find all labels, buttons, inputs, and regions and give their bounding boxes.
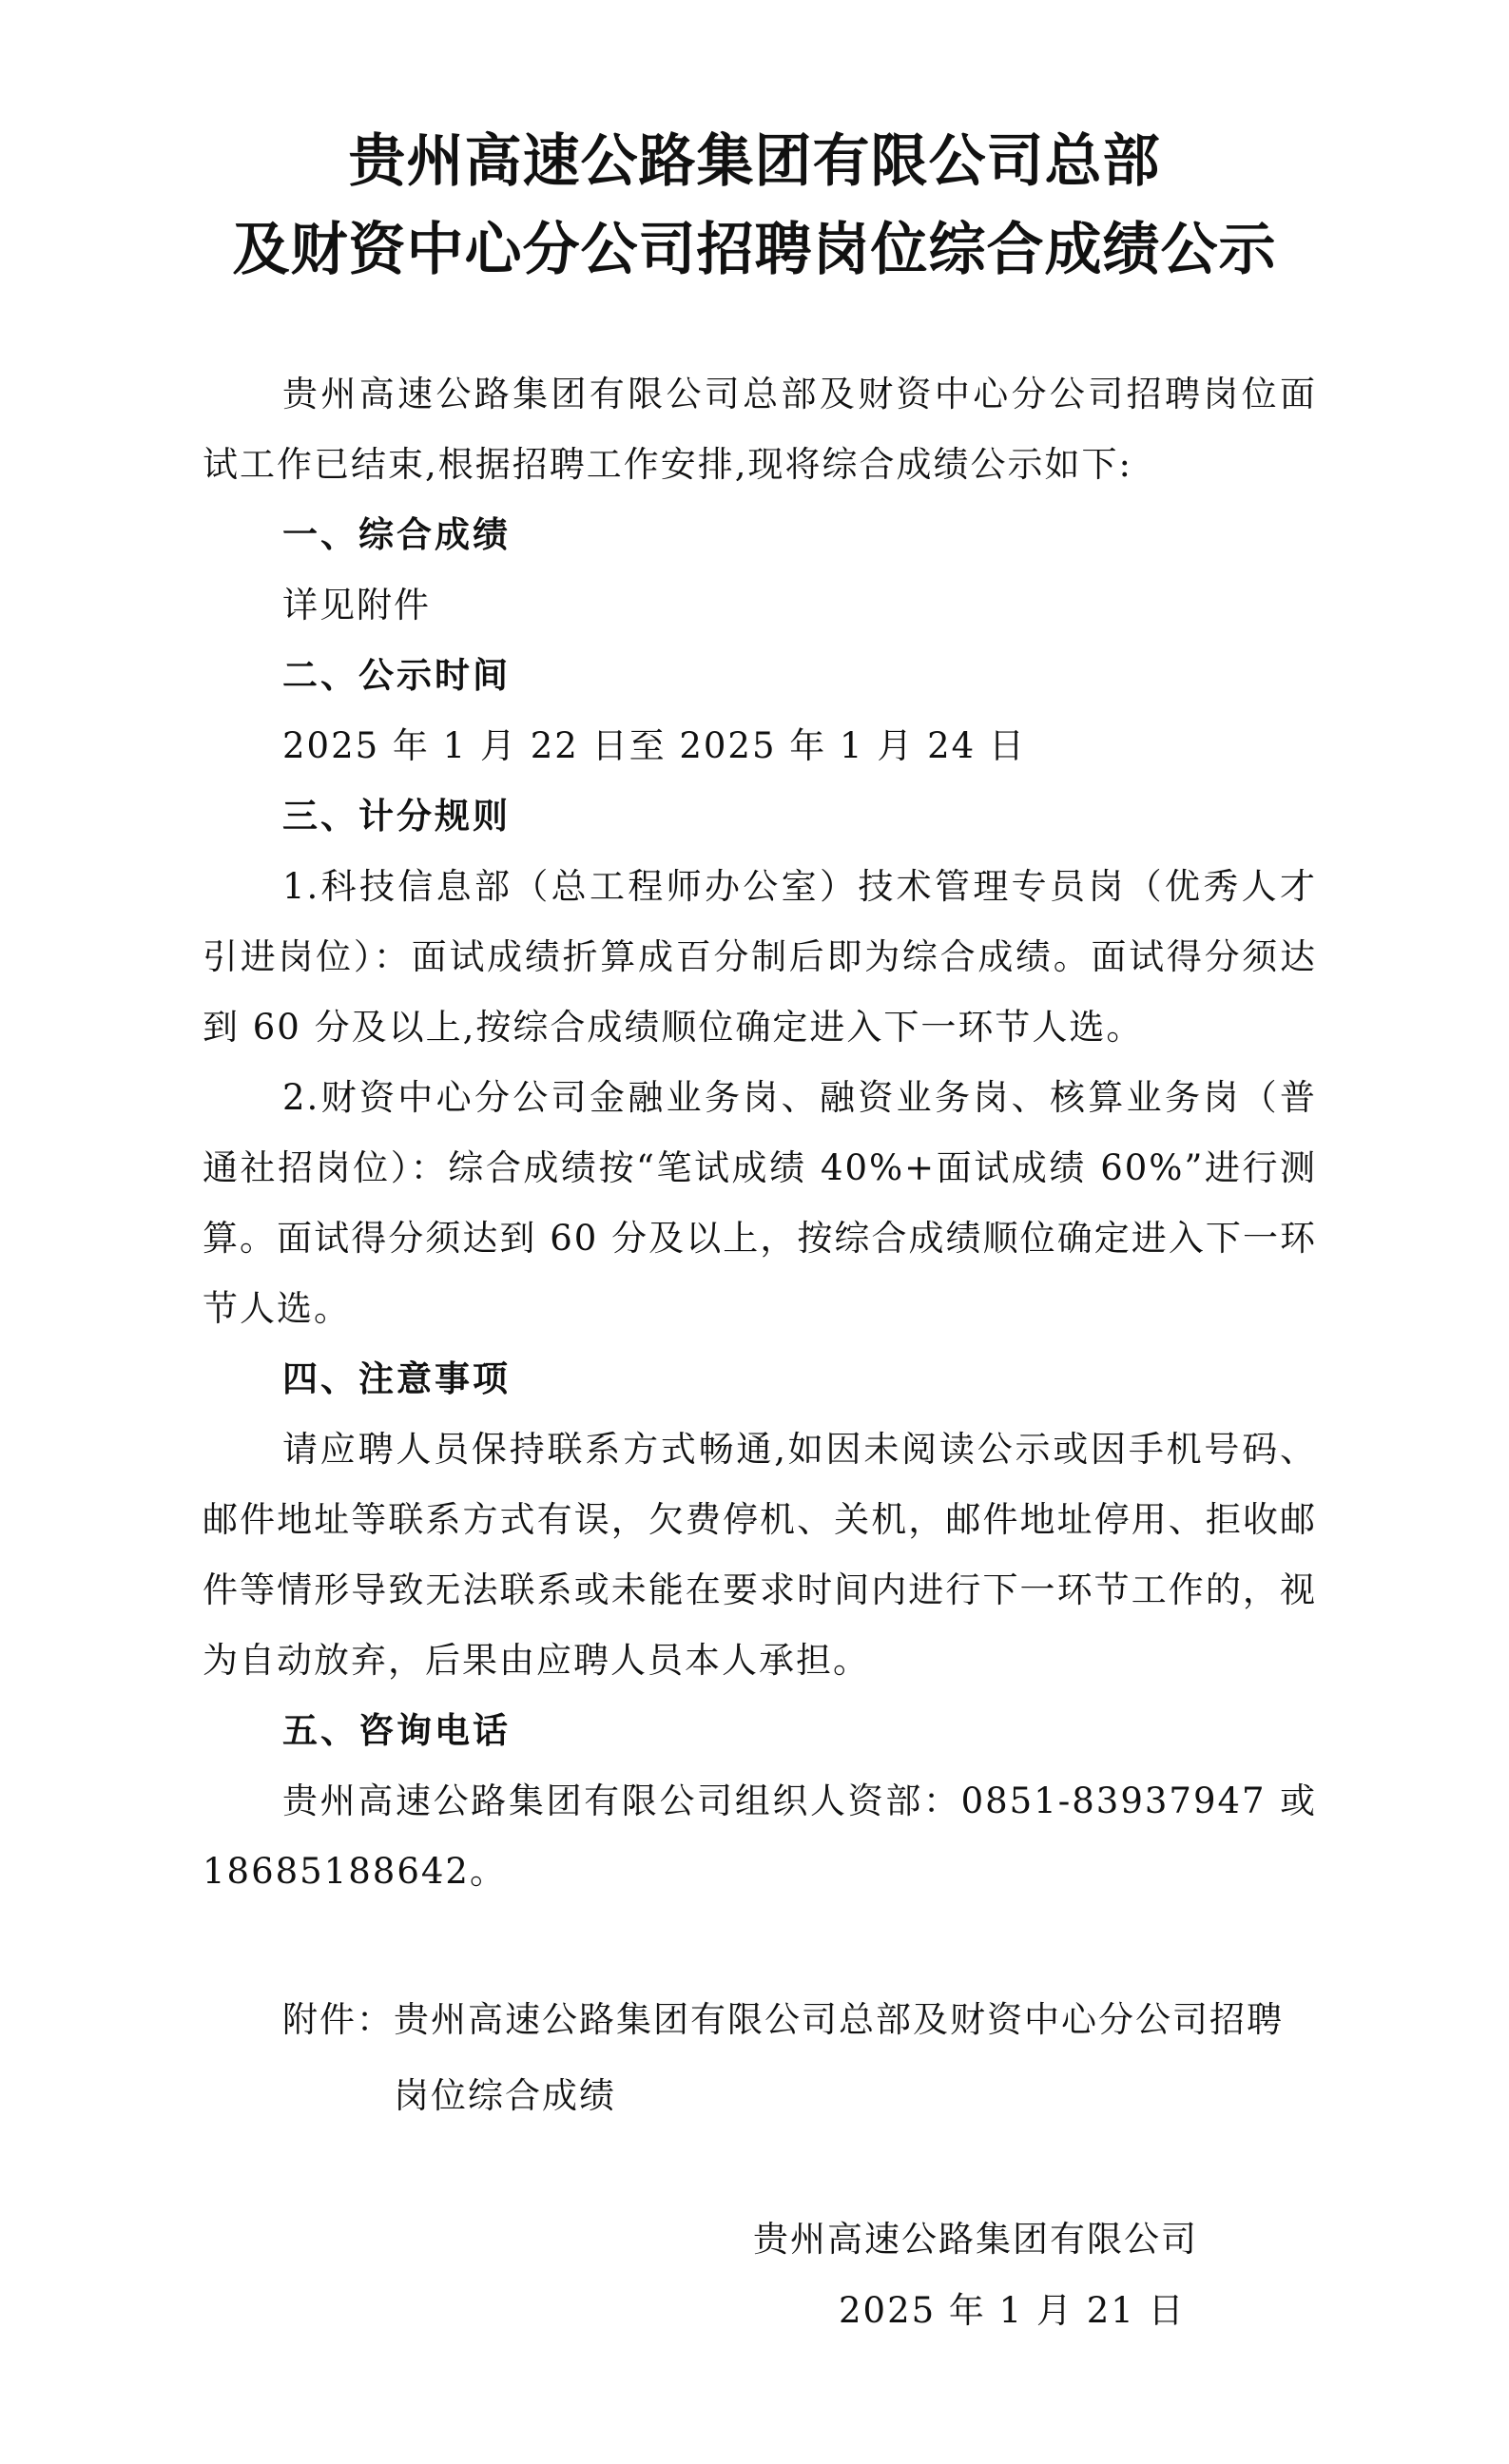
section-text-contact: 贵州高速公路集团有限公司组织人资部：0851-83937947 或 18685188642。 (203, 1781, 1317, 1892)
section-heading-contact: 五、咨询电话 (282, 1710, 511, 1751)
signature-organization: 贵州高速公路集团有限公司 (753, 2219, 1198, 2260)
section-heading-scores: 一、综合成绩 (282, 514, 511, 555)
attachment-note (282, 1982, 1319, 2134)
section-heading-notes: 四、注意事项 (282, 1358, 511, 1399)
rule-paragraph-1: 1.科技信息部（总工程师办公室）技术管理专员岗（优秀人才引进岗位）：面试成绩折算成百分制后即为综合成绩。面试得分须达到 60 分及以上,按综合成绩顺位确定进入下一环节人选。 (203, 866, 1317, 1048)
rule-paragraph-2: 2.财资中心分公司金融业务岗、融资业务岗、核算业务岗（普通社招岗位）：综合成绩按“笔试成绩 40%+面试成绩 60%”进行测算。面试得分须达到 60 分及以上，按综合成绩顺位确定进入下一环节人选。 (203, 1077, 1317, 1329)
document-title-line2: 及财资中心分公司招聘岗位综合成绩公示 (232, 217, 1277, 283)
attachment-label: 附件： (282, 1999, 394, 2040)
section-text-notes: 请应聘人员保持联系方式畅通,如因未阅读公示或因手机号码、邮件地址等联系方式有误，欠费停机、关机，邮件地址停用、拒收邮件等情形导致无法联系或未能在要求时间内进行下一环节工作的，视为自动放弃，后果由应聘人员本人承担。 (203, 1429, 1317, 1681)
section-heading-rules: 三、计分规则 (282, 796, 511, 837)
section-text-period: 2025 年 1 月 22 日至 2025 年 1 月 24 日 (282, 725, 1026, 766)
section-heading-period: 二、公示时间 (282, 655, 511, 696)
document-title-line1: 贵州高速公路集团有限公司总部 (348, 128, 1161, 195)
attachment-text: 贵州高速公路集团有限公司总部及财资中心分公司招聘岗位综合成绩 (394, 1999, 1284, 2116)
signature-date: 2025 年 1 月 21 日 (839, 2290, 1186, 2331)
section-text-scores: 详见附件 (282, 585, 431, 626)
document-body (203, 359, 1317, 1907)
intro-paragraph: 贵州高速公路集团有限公司总部及财资中心分公司招聘岗位面试工作已结束,根据招聘工作安排,现将综合成绩公示如下: (203, 374, 1317, 485)
